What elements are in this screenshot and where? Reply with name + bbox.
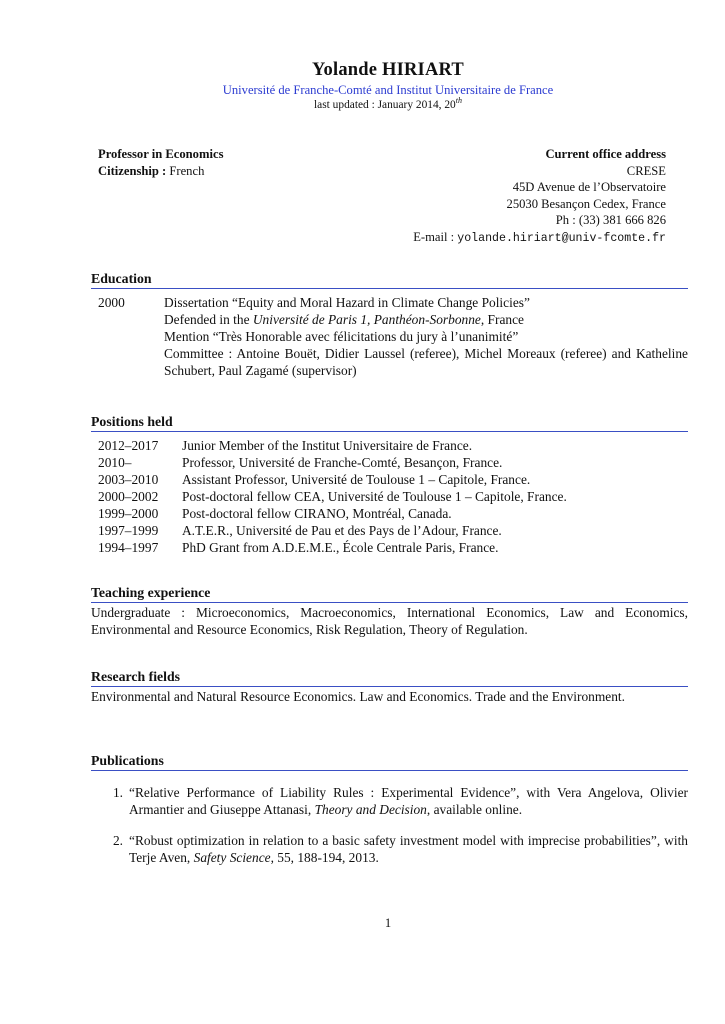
position-years: 2012–2017 [98,438,159,453]
position-text: Junior Member of the Institut Universitaire de France. [182,438,473,453]
education-section [91,270,688,379]
last-updated-text: last updated : January 2014, 20 [314,99,456,111]
email-link[interactable]: yolande.hiriart@univ-fcomte.fr [457,231,666,245]
position-row [91,471,688,488]
education-year: 2000 [98,295,125,310]
position-text: Post-doctoral fellow CIRANO, Montréal, Canada. [182,506,452,521]
publication-item [91,832,688,866]
research-text: Environmental and Natural Resource Economics. Law and Economics. Trade and the Environment. [91,689,625,704]
publication-number: 1. [112,785,123,800]
position-years: 2000–2002 [98,489,159,504]
affiliation-link[interactable]: Université de Franche-Comté and Institut Universitaire de France [222,83,554,97]
job-title: Professor in Economics [98,147,224,161]
journal-name: Safety Science [193,850,271,865]
position-row [91,437,688,454]
position-row [91,539,688,556]
office-phone: Ph : (33) 381 666 826 [555,213,666,227]
office-line: CRESE [626,163,666,178]
section-heading: Teaching experience [91,584,688,603]
position-years: 1994–1997 [98,540,159,555]
position-row [91,522,688,539]
position-text: Professor, Université de Franche-Comté, Besançon, France. [182,455,503,470]
office-line: 45D Avenue de l’Observatoire [512,180,666,194]
position-text: Post-doctoral fellow CEA, Université de Toulouse 1 – Capitole, France. [182,489,567,504]
publication-number: 2. [112,833,123,848]
teaching-text: Undergraduate : Microeconomics, Macroeconomics, International Economics, Law and Economics, Environmental and Resource Economics, Risk Regulation, Theory of Regulation. [91,605,688,637]
mention-line: Mention “Très Honorable avec félicitations du jury à l’unanimité” [164,329,519,344]
position-text: Assistant Professor, Université de Toulouse 1 – Capitole, France. [182,472,531,487]
citizenship-value: French [169,163,205,178]
research-section [91,668,688,705]
education-entry [91,294,688,379]
positions-section [91,413,688,556]
office-email [413,229,666,248]
cv-header [0,58,725,112]
education-details [164,294,688,379]
journal-name: Theory and Decision [314,802,427,817]
email-label: E-mail : [413,229,455,244]
position-row [91,488,688,505]
publication-text: “Relative Performance of Liability Rules : Experimental Evidence”, with Vera Angelova, Olivier Armantier and Giuseppe Attanasi, Theory and Decision, available online. [129,785,688,817]
publication-text: “Robust optimization in relation to a basic safety investment model with imprecise probabilities”, with Terje Aven, Safety Science, 55, 188-194, 2013. [129,833,688,865]
section-heading: Education [91,270,688,289]
position-years: 1997–1999 [98,523,159,538]
position-years: 2010– [98,455,132,470]
committee-line: Committee : Antoine Bouët, Didier Laussel (referee), Michel Moreaux (referee) and Katheline Schubert, Paul Zagamé (supervisor) [164,346,688,378]
office-title: Current office address [545,147,666,161]
profile-info [98,146,223,179]
position-row [91,454,688,471]
position-years: 1999–2000 [98,506,159,521]
last-updated [0,98,725,112]
citizenship-label: Citizenship : [98,163,167,178]
publication-item [91,784,688,818]
page-number: 1 [384,916,392,930]
positions-list [91,437,688,556]
position-years: 2003–2010 [98,472,159,487]
teaching-section [91,584,688,638]
position-row [91,505,688,522]
author-name: Yolande HIRIART [312,60,464,80]
office-address [413,146,666,247]
section-heading: Research fields [91,668,688,687]
section-heading: Positions held [91,413,688,432]
publications-section [91,752,688,880]
last-updated-sup: th [455,96,462,106]
office-line: 25030 Besançon Cedex, France [506,196,666,211]
position-text: A.T.E.R., Université de Pau et des Pays de l’Adour, France. [182,523,502,538]
position-text: PhD Grant from A.D.E.M.E., École Centrale Paris, France. [182,540,499,555]
dissertation-line: Dissertation “Equity and Moral Hazard in Climate Change Policies” [164,295,530,310]
publications-list [91,784,688,866]
university-name: Université de Paris 1, Panthéon-Sorbonne [252,312,481,327]
section-heading: Publications [91,752,688,771]
defended-line: Defended in the Université de Paris 1, Panthéon-Sorbonne, France [164,312,524,327]
